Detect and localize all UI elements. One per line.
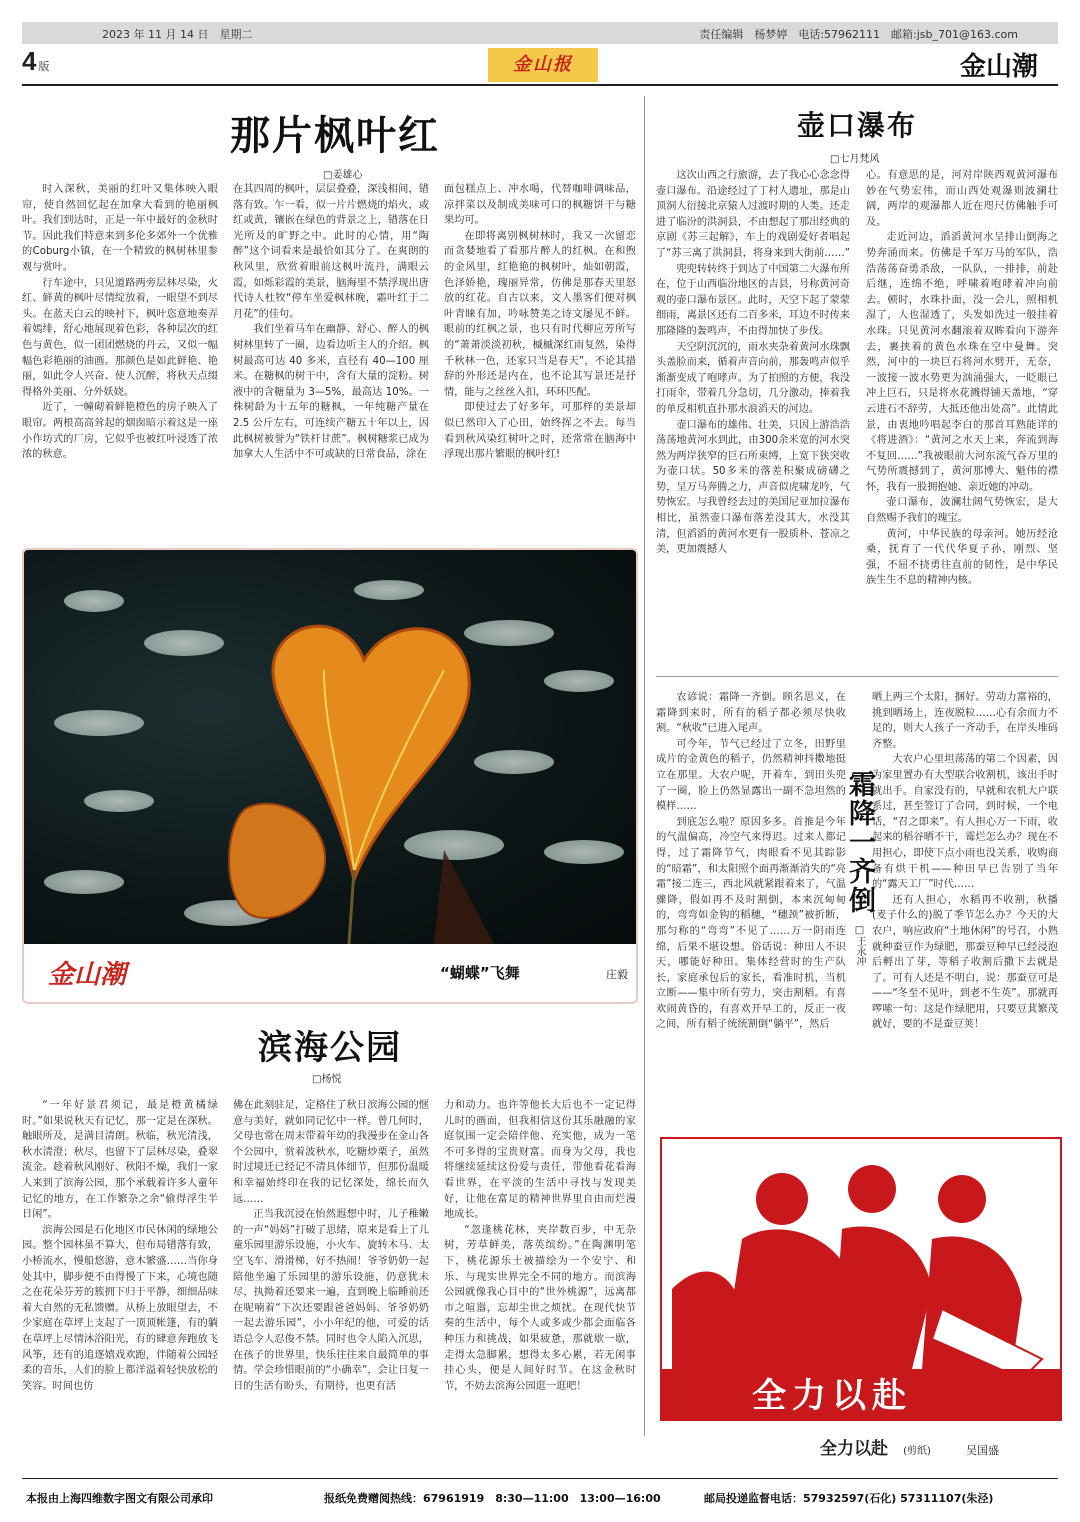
article-column: “一年好景君须记，最是橙黄橘绿时。”如果说秋天有记忆，那一定是在深秋。触眼所及，是满目清朗。秋临，秋光清浅，秋水清澄；秋尽，也留下了层林尽染，叠翠流金。趁着秋风刚好、秋阳不燥，我们一家人来到了滨海公园，那个承载着许多人童年记忆的地方，在工作繁杂之余“偷得浮生半日闲”。 滨海公园是石化地区市民休闲的绿地公园。整个园林虽不算大，但布局错落有致，小桥流水，慢船悠游，意木繁盛……当你身处其中，脚步便不由得慢了下来，心境也随之在花朵芬芳的簇拥下归于平静，细细品味着大自然的无私馈赠。从桥上放眼望去，不少家庭在草坪上支起了一顶顶帐篷，有的躺在草坪上尽情沐浴阳光，有的肆意奔跑放飞风筝，还有的追逐嬉戏欢跑，伴随着公园轻柔的音乐，人们的脸上都洋溢着轻快放松的笑容。时间也仿: [22, 1100, 218, 1392]
footer-postal: 邮局投递监督电话：57932597(石化) 57311107(朱泾): [704, 1492, 994, 1505]
feature-photo: [22, 548, 638, 1004]
masthead-bar: [22, 22, 1058, 44]
article-column: 在其四周的枫叶，层层叠叠，深浅相间，错落有致。乍一看，似一片片燃烧的焰火，或红或黄，镶嵌在绿色的背景之上，错落在日光所及的旷野之中。此时的心情，用“陶醉”这个词看来是最恰如其分了。在爽朗的秋风里，欣赏着眼前这枫叶流丹，满眼云霞，如烁彩霞的美景，脑海里不禁浮现出唐代诗人杜牧“停车坐爱枫林晚，霜叶红于二月花”的佳句。 我们坐着马车在幽静、舒心、醉人的枫树林里转了一圈，边看边听主人的介绍。枫树最高可达 40 多米，直径有 40—100 厘米。在糖枫的树干中，含有大量的淀粉。树液中的含糖量为 3—5%，最高达 10%。一株树龄为十五年的糖枫，一年纯糖产量在 2.5 公斤左右，可连续产糖五十年以上，因此枫树被誉为“铁杆甘蔗”。枫树糖浆已成为加拿大人生活中不可或缺的日常食品，涂在: [233, 184, 429, 461]
article-column: 佛在此刻驻足，定格住了秋日滨海公园的惬意与美好，就如同记忆中一样。曾几何时，父母也常在周末带着年幼的我漫步在金山各个公园中，赏着波秋水，吃糖炒栗子，虽然时过境迁已经记不清具体细节，但那份温暖和幸福始终印在我的记忆深处，绵长而久远…… 正当我沉浸在怡然遐想中时，儿子稚嫩的一声“妈妈”打破了思绪，原来是看上了儿童乐园里游乐设施，小火车、旋转木马、太空飞车、滑滑梯，好不热闹！爷爷奶奶一起陪他坐遍了乐园里的游乐设施，仍意犹未尽，执拗着还要来一遍，直到晚上临睡前还在呢喃着“下次还要跟爸爸妈妈、爷爷奶奶一起去游乐园”，小小年纪的他，可爱的话语总令人忍俊不禁。同时也令人陷入沉思，在孩子的世界里，快乐往往来自最简单的事情。学会珍惜眼前的“小确幸”，会让日复一日的生活有盼头，有期待，也更有活: [233, 1100, 429, 1392]
photo-credit: 庄毅: [606, 968, 628, 981]
article-column: 时入深秋，美丽的红叶又集体映入眼帘，使自然回忆起在加拿大看到的艳丽枫叶。我们到达时，正是一年中最好的金秋时节。因此我们特意来到多伦多郊外一个优雅的Coburg小镇，在一个精致的枫树林里参观与赏叶。 行车途中，只见道路两旁层林尽染，火红、鲜黄的枫叶尽情绽放着，一眼望不到尽头。在蓝天白云的映衬下，枫叶恣意地奏弄着嫣绯，舒心地展现着色彩，各种层次的红色与黄色，似一团团燃烧的丹云，又似一幅幅色彩艳丽的油画。那颜色是如此鲜艳、艳丽，如此令人兴奋、使人沉醉，将秋天点缀得格外美丽、分外妖娆。 近了，一幢砌着鲜艳橙色的房子映入了眼帘。两根高高耸起的烟囱暗示着这是一座小作坊式的厂房，它似乎也被红叶浸透了浓浓的秋意。: [22, 184, 218, 461]
article-author-waterfall: □七月梵风: [830, 154, 880, 165]
lotus-leaf-photo: [24, 550, 636, 944]
article-column: 晒上两三个太阳，捆好。劳动力富裕的，挑到晒场上，连夜脱粒……心有余而力不足的，则大人孩子一齐动手，在岸头堆码齐整。 大农户心里坦荡荡的第二个因素，因为家里置办有大型联合收割机，该出手时就出手。自家没有的，早就和农机大户联系过，甚至签订了合同，到时候，一个电话，“召之即来”。有人担心万一下雨，收起来的稻谷晒不干，霉烂怎么办？现在不用担心，即使下点小雨也没关系，收购商备有烘干机——种田早已告别了当年的“露天工厂”时代…… 还有人担心，水稻再不收割，秋播(麦子什么的)脱了季节怎么办？今天的大农户，响应政府“土地休闲”的号召，小熟就种蚕豆作为绿肥，那蚕豆种早已经浸泡后孵出了芽，等稻子收割后撒下去就是了。可有人还是不明白，说：那蚕豆可是——“冬至不见叶，到老不生英”。那就再啰嗦一句：这是作绿肥用，只要豆萁繁茂就好，要的不是蚕豆荚！: [872, 692, 1058, 1031]
section-divider: [656, 676, 1058, 677]
article-title-waterfall: 壶口瀑布: [797, 109, 918, 142]
papercut-illustration: [662, 1139, 1060, 1419]
footer-hotline: 报纸免费赠阅热线：67961919 8:30—11:00 13:00—16:00: [324, 1492, 661, 1505]
article-column: 力和动力。也许等他长大后也不一定记得儿时的画面，但我相信这份其乐融融的家庭氛围一定会陪伴他、充实他，成为一笔不可多得的宝贵财富。而身为父母，我也将继续延续这份爱与责任，带他看花看海看世界，在平淡的生活中寻找与发现美好，让他在富足的精神世界里自由而烂漫地成长。 “忽逢桃花林，夹岸数百步，中无杂树，芳草鲜美，落英缤纷。”在陶渊明笔下，桃花源乐土被描绘为一个安宁、和乐、与现实世界完全不同的地方。而滨海公园就像我心目中的“世外桃源”，远离都市之喧嚣，忘却尘世之烦扰。在现代快节奏的生活中，每个人或多或少都会面临各种压力和挑战，如果疲惫，那就歇一歇，走得太急脚累，想得太多心累，若无闲事挂心头，便是人间好时节。在这金秋时节，不妨去滨海公园逛一逛吧！: [444, 1100, 636, 1392]
column-divider: [644, 96, 645, 1436]
article-title-frost: 霜降一齐倒: [844, 770, 875, 915]
article-author-maple: □姜雄心: [323, 170, 363, 181]
footer-rule: [22, 1478, 1058, 1479]
photo-caption: [24, 944, 636, 1002]
article-title-maple: 那片枫叶红: [230, 112, 440, 159]
photo-title: “蝴蝶”飞舞: [440, 964, 520, 982]
article-column: 这次山西之行旅游，去了我心心念念得壶口瀑布。沿途经过了丁村人遗址，那是山顶洞人衍接北京猿人过渡时期的人类。还走进了临汾的洪洞县，不由想起了那出经典的京剧《苏三起解》，车上的戏剧爱好者唱起了“苏三离了洪洞县，将身来到大街前……” 兜兜转转终于到达了中国第二大瀑布所在，位于山西临汾地区的吉县，号称黄河奇观的壶口瀑布景区。此时，天空下起了蒙蒙细雨，离景区还有二百多米，耳边不时传来那隆隆的轰鸣声，不由得加快了步伐。 天空阴沉沉的，雨水夹杂着黄河水珠飘头盖脸而来，循着声音向前，那轰鸣声似乎渐渐变成了咆哮声。为了拍照的方便，我没打雨伞，带着几分急切，几分激动，捧着我的单反相机直扑那水浪滔天的河边。 壶口瀑布的雄伟、壮美，只因上游浩浩荡荡地黄河水到此，由300余米宽的河水突然为两岸狭窄的巨石所束缚，上宽下狭突收为壶口状。50多米的落差积聚成磅礴之势，呈万马奔腾之力，声音似虎啸龙吟，气势恢宏。与我曾经去过的美国尼亚加拉瀑布相比，虽然壶口瀑布落差没其大，水没其清，但滔滔的黄河水更有一股质朴、苍凉之美，更加震撼人: [656, 170, 850, 556]
article-author-frost: □王永冲: [854, 925, 865, 966]
article-column: 农谚说：霜降一齐倒。顾名思义，在霜降到来时，所有的稻子都必须尽快收割。“秋收”已进入尾声。 可今年，节气已经过了立冬，田野里成片的金黄色的稻子，仍然精神抖擞地挺立在那里。大农户呢，开着车，到田头兜了一圈，脸上仍然显露出一副不急坦然的模样…… 到底怎么啦？原因多多。首推是今年的气温偏高，冷空气来得迟。过来人都记得，过了霜降节气，肉眼看不见其踪影的“暗霜”，和太阳照个面再渐渐消失的“亮霜”接二连三，西北风就紧跟着来了，气温骤降，假如再不及时割倒，本来沉甸甸的，弯弯如金钩的稻穗，“穗颈”被折断，那匀称的“弯弯”不见了……万一阴雨连绵，后果不堪设想。俗话说：种田人不识天，哪能好种田。集体经营时的生产队长，家庭承包后的家长，看准时机，当机立断——集中所有劳力，突击割稻。有喜欢闹黄昏的，有喜欢开早工的，反正一夜之间，所有稻子统统割倒“躺平”，然后: [656, 692, 846, 1031]
section-title: 金山潮: [960, 52, 1039, 82]
article-author-park: □杨悦: [312, 1074, 342, 1085]
papercut-caption: 全力以赴 (剪纸) 吴国盛: [820, 1439, 999, 1459]
newspaper-logo: 金山报: [488, 48, 598, 82]
footer-printer: 本报由上海四维数字图文有限公司承印: [26, 1492, 213, 1505]
leaf-illustration: [24, 550, 636, 944]
article-column: 心。有意思的是，河对岸陕西观黄河瀑布妙在气势宏伟，而山西处观瀑则波澜壮阔，两岸的观瀑都人近在咫尺仿佛触手可及。 走近河边，滔滔黄河水呈排山倒海之势奔涌而来。仿佛是千军万马的军队，浩浩荡荡奋勇杀敌，一队队，一排排，前赴后继，连绵不绝，呼啸着咆哮着冲向前去。顿时，水珠扑面，没一会儿，照相机湿了，人也湿透了，头发如洗过一般挂着水珠。只见黄河水翻滚着双眸看向下游奔去，裹挟着的黄色水珠在空中曼舞。突然，河中的一块巨石将河水劈开，无奈，一波接一波水势更为汹涌强大，一眨眼已冲上巨石，只是将水花溅得铺天盖地，“穿云进石不辞劳，大抵还他出处高”。此情此景，由衷地吟唱起李白的那首耳熟能详的《将进酒》：“黄河之水天上来，奔流到海不复回……”我被眼前大河东流气吞万里的气势所震撼到了，黄河那博大、魁伟的襟怀，我有一股拥抱她、亲近她的冲动。 壶口瀑布，波澜壮阔气势恢宏，是大自然赐予我们的瑰宝。 黄河，中华民族的母亲河。她历经沧桑，抚育了一代代华夏子孙，刚烈、坚强，不屈不挠勇往直前的韧性，是中华民族生生不息的精神内核。: [866, 170, 1058, 587]
article-column: 面包糕点上、冲水喝，代替咖啡调味品，凉拌菜以及制成美味可口的枫糖饼干与糖果均可。 在即将离别枫树林时，我又一次留恋而贪婪地看了看那片醉人的红枫。在和煦的金风里，红艳艳的枫树叶，灿如朝霞，色泽娇艳，瑰丽异常，仿佛是那春天里怒放的红花。自古以来，文人墨客们便对枫叶青睐有加，吟咏赞美之诗文屡见不鲜。眼前的红枫之景，也只有时代柳应芳所写的“萧萧淡淡初秋，槭槭深红雨复然，染得千秋林一色，还家只当是春天”，不论其措辞的外形还是内在，也不论其写景还是抒情，能与之丝丝入扣，环环匹配。 即使过去了好多年，可那样的美景却似已然印入了心田，始终挥之不去。每当看到秋风染红树叶之时，还常常在脑海中浮现出那片繁眼的枫叶红!: [444, 184, 636, 461]
papercut-banner: 全力以赴: [752, 1376, 912, 1416]
photo-brand: 金山潮: [48, 960, 127, 990]
page-number: 4 版: [22, 46, 50, 76]
article-title-park: 滨海公园: [258, 1028, 402, 1068]
papercut-artwork: [660, 1137, 1062, 1421]
editor-info: 责任编辑 杨梦婷 电话:57962111 邮箱:jsb_701@163.com: [699, 28, 1018, 41]
issue-date: 2023 年 11 月 14 日 星期二: [102, 28, 253, 41]
masthead-rule: [22, 84, 1058, 86]
